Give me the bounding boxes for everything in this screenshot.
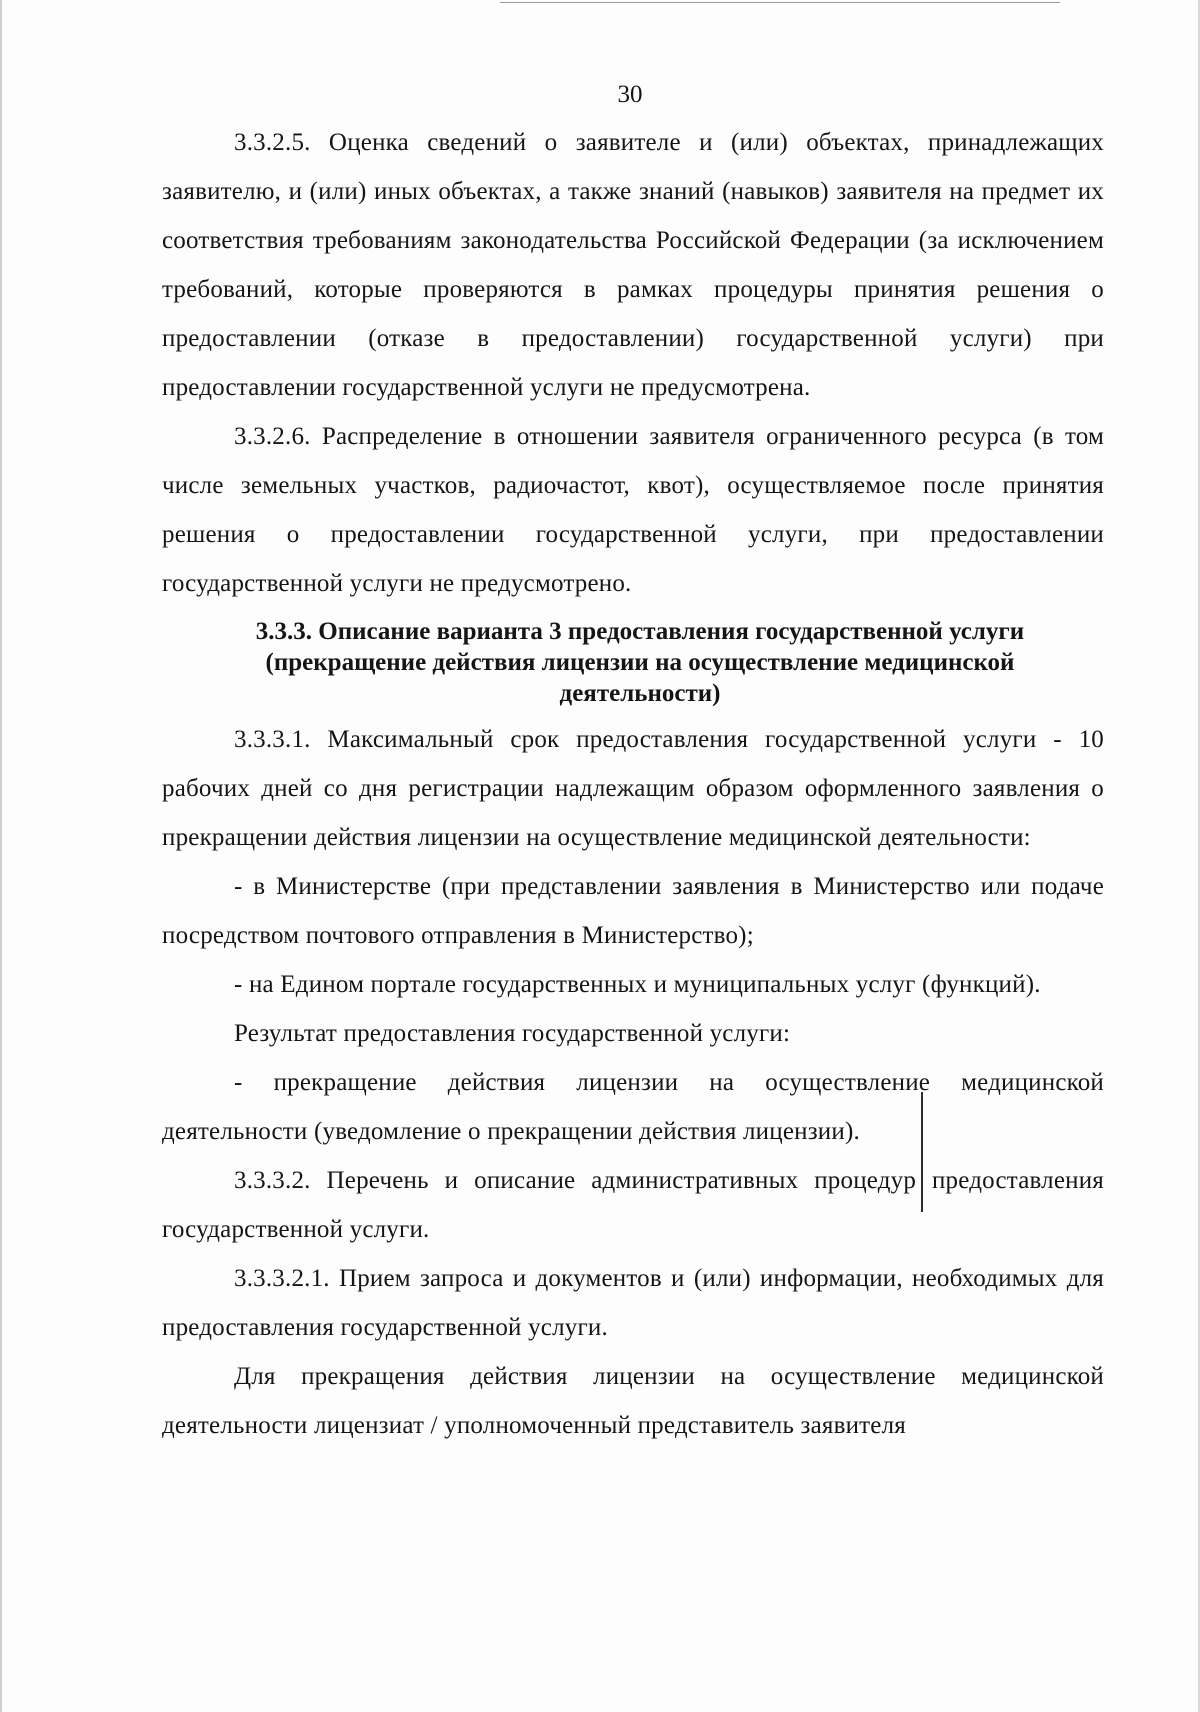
paragraph-3-3-2-5: 3.3.2.5. Оценка сведений о заявителе и (или) объектах, принадлежащих заявителю, и (или) иных объектах, а также знаний (навыков) заявителя на предмет их соответствия требованиям законодательства Российской Федерации (за исключением требований, которые проверяются в рамках процедуры принятия решения о предоставлении (отказе в предоставлении) государственной услуги) при предоставлении государственной услуги не предусмотрена. [162,129,1104,401]
document-body [162,118,1104,1450]
page-number: 30 [617,81,643,108]
list-item-ministry: - в Министерстве (при представлении заявления в Министерство или подаче посредством почтового отправления в Министерство); [162,873,1104,949]
scan-artifact-line [500,2,1060,3]
paragraph-3-3-3-2-1: 3.3.3.2.1. Прием запроса и документов и (или) информации, необходимых для предоставления государственной услуги. [162,1265,1104,1341]
list-item-result: - прекращение действия лицензии на осуществление медицинской деятельности (уведомление о прекращении действия лицензии). [162,1069,1104,1145]
scan-left-edge [0,0,2,1712]
list-item-portal: - на Едином портале государственных и муниципальных услуг (функций). [234,971,1041,998]
paragraph-result: Результат предоставления государственной услуги: [234,1020,791,1047]
paragraph-3-3-3-1: 3.3.3.1. Максимальный срок предоставления государственной услуги - 10 рабочих дней со дня регистрации надлежащим образом оформленного заявления о прекращении действия лицензии на осуществление медицинской деятельности: [162,726,1104,851]
paragraph-3-3-3-2: 3.3.3.2. Перечень и описание административных процедур предоставления государственной услуги. [162,1167,1104,1243]
section-heading: 3.3.3. Описание варианта 3 предоставления государственной услуги (прекращение действия лицензии на осуществление медицинской деятельности) [255,618,1025,707]
paragraph-3-3-2-6: 3.3.2.6. Распределение в отношении заявителя ограниченного ресурса (в том числе земельных участков, радиочастот, квот), осуществляемое после принятия решения о предоставлении государственной услуги, при предоставлении государственной услуги не предусмотрено. [162,423,1104,597]
paragraph-termination: Для прекращения действия лицензии на осуществление медицинской деятельности лицензиат / уполномоченный представитель заявителя [162,1363,1104,1439]
